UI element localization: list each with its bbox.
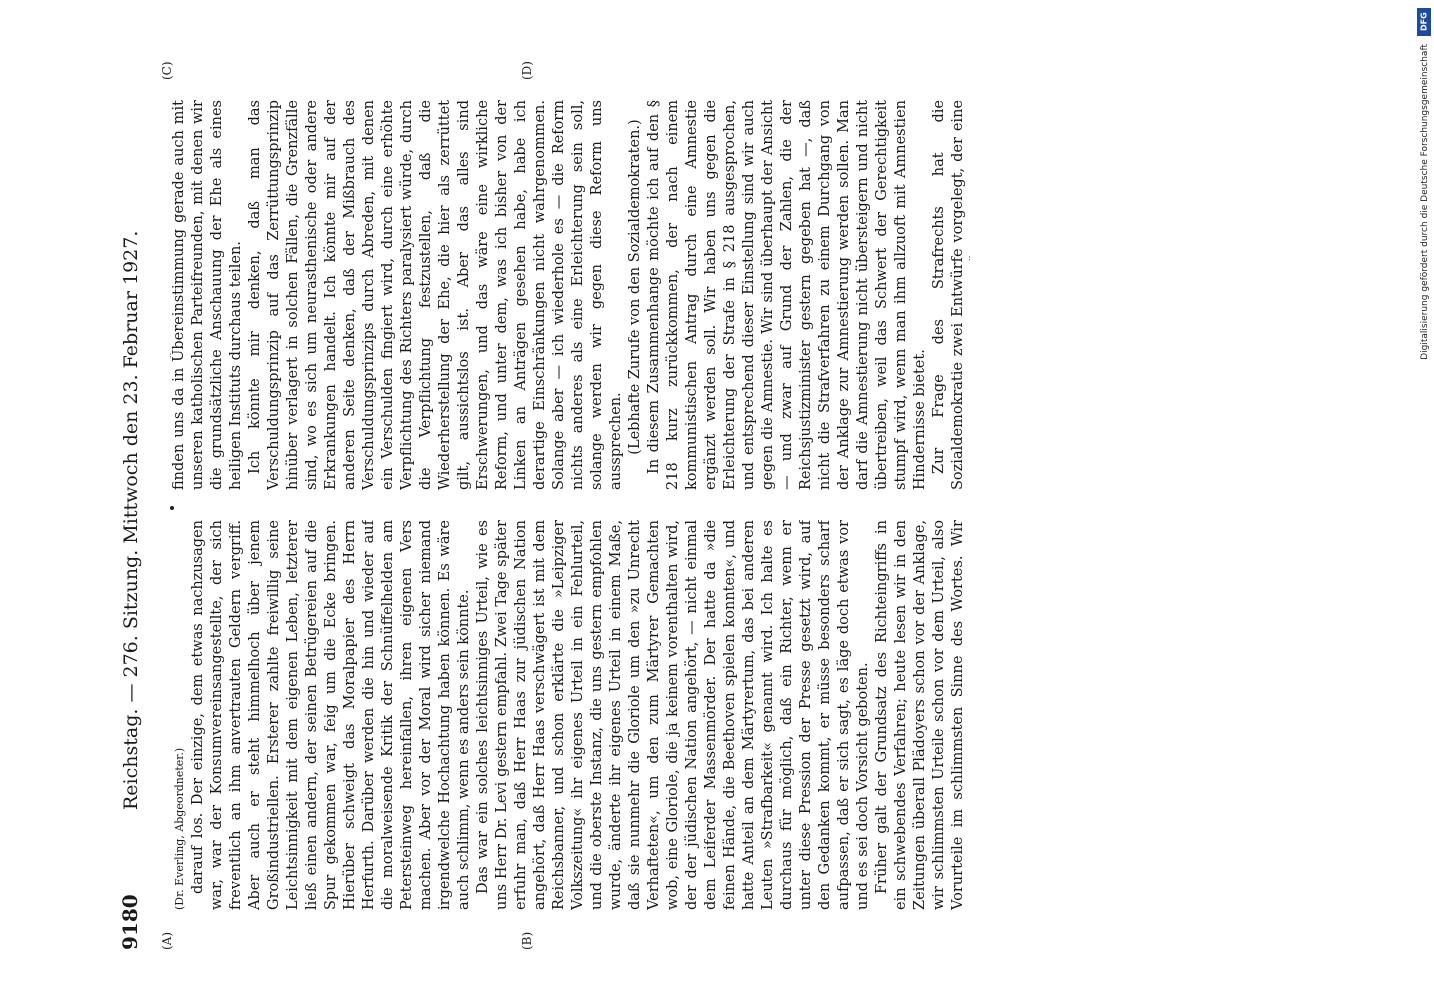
right-paragraph: Zur Frage des Strafrechts hat die Sozialdemokratie zwei Entwürfe vorgelegt, der eine <box>931 100 966 490</box>
margin-letter-d: (D) <box>520 61 534 80</box>
margin-letter-b: (B) <box>520 931 534 950</box>
page-header <box>110 50 150 950</box>
column-divider-dot <box>170 506 174 510</box>
left-paragraph: Das war ein solches leichtsinniges Urteil, wie es uns Herr Dr. Levi gestern empfahl. Zwei Tage später erfuhr man, daß Herr Haas zur jüdischen Nation angehört, daß Herr Haas verschwägert ist mit dem Reichsbanner, und schon erklärte die »Leipziger Volkszeitung« ihr eigenes Urteil in ein Fehlurteil, und die oberste Instanz, die uns gestern empfohlen wurde, änderte ihr eigenes Urteil in einem Maße, daß sie nunmehr die Gloriole um den »zu Unrecht Verhafteten«, um den zum Märtyrer Gemachten wob, eine Gloriole, die ja keinem vorenthalten wird, der der jüdischen Nation angehört, — nicht einmal dem Leiferder Massenmörder. Der hatte da »die feinen Hände, die Beethoven spielen konnten«, und hatte Anteil an dem Märtyrertum, das bei anderen Leuten »Strafbarkeit« genannt wird. Ich halte es durchaus für möglich, daß ein Richter, wenn er unter diese Pression der Presse gesetzt wird, auf den Gedanken kommt, er müsse besonders scharf aufpassen, daß er sich sagt, es läge doch etwas vor und es sei doch Vorsicht geboten. <box>475 520 871 910</box>
credit-text: Digitalisierung gefördert durch die Deutsche Forschungsgemeinschaft <box>1420 44 1430 360</box>
margin-letter-a: (A) <box>160 931 174 950</box>
dfg-logo: DFG <box>1417 8 1431 36</box>
scanned-page <box>80 50 1400 950</box>
page-title: Reichstag. — 276. Sitzung. Mittwoch den 23. Februar 1927. <box>120 230 142 810</box>
right-paragraph: In diesem Zusammenhange möchte ich auf den § 218 kurz zurückkommen, der nach einem kommunistischen Antrag durch eine Amnestie ergänzt werden soll. Wir haben uns gegen die Erleichterung der Strafe in § 218 ausgesprochen, und entsprechend dieser Einstellung sind wir auch gegen die Amnestie. Wir sind überhaupt der Ansicht — und zwar auf Grund der Zahlen, die der Reichsjustizminister gestern gegeben hat —, daß nicht die Strafverfahren zu einem Durchgang von der Anklage zur Amnestierung werden sollen. Man darf die Amnestierung nicht übersteigern und nicht übertreiben, weil das Schwert der Gerechtigkeit stumpf wird, wenn man ihm allzuoft mit Amnestien Hindernisse bietet. <box>646 100 928 490</box>
margin-letter-c: (C) <box>160 61 174 80</box>
left-paragraph: Früher galt der Grundsatz des Richteingriffs in ein schwebendes Verfahren; heute lesen wir in den Zeitungen überall Plädoyers schon vor der Anklage, wir schlimmsten Urteile schon vor dem Urteil, also Vorurteile im schlimmsten Sinne des Wortes. Wir <box>874 520 966 910</box>
funding-credit <box>1412 0 1434 1000</box>
left-paragraph: darauf los. Der einzige, dem etwas nachzusagen war, war der Konsumvereinsangestellte, der sich freventlich an ihm anvertrauten Geldern vergriff. Aber auch er steht himmelhoch über jenem Großindustriellen. Ersterer zahlte freiwillig seine Leichtsinnigkeit mit dem eigenen Leben, letzterer ließ einen andern, der seinen Betrügereien auf die Spur gekommen war, feig um die Ecke bringen. Hierüber schweigt das Moralpapier des Herrn Herfurth. Darüber werden die hin und wieder auf die moralweisende Kritik der Schnüffelhelden am Petersteinweg hereinfallen, ihren eigenen Vers machen. Aber vor der Moral wird sicher niemand irgendwelche Hochachtung haben können. Es wäre auch schlimm, wenn es anders sein könnte. <box>190 520 472 910</box>
speaker-prefix: (Dr. Everling, Abgeordneter.) <box>173 747 186 910</box>
right-paragraph: finden uns da in Übereinstimmung gerade auch mit unseren katholischen Parteifreunden, mit denen wir die grundsätzliche Anschauung der Ehe als eines heiligen Instituts durchaus teilen. <box>171 100 244 490</box>
left-column <box>170 520 970 910</box>
page-number: 9180 <box>118 894 142 950</box>
interjection: (Lebhafte Zurufe von den Sozialdemokraten.) <box>627 119 643 455</box>
right-paragraph: Ich könnte mir denken, daß man das Verschuldungsprinzip auf das Zerrüttungsprinzip hinüber verlagert in solchen Fällen, die Grenzfälle sind, wo es sich um neurasthenische oder andere Erkrankungen handelt. Ich könnte mir auf der anderen Seite denken, daß der Mißbrauch des Verschuldungsprinzips durch Abreden, mit denen ein Verschulden fingiert wird, durch eine erhöhte Verpflichtung des Richters paralysiert würde, durch die Verpflichtung festzustellen, daß die Wiederherstellung der Ehe, die hier als zerrüttet gilt, aussichtslos ist. Aber das alles sind Erschwerungen, und das wäre eine wirkliche Reform, und unter dem, was ich bisher von der Linken an Anträgen gesehen habe, habe ich derartige Einschränkungen nicht wahrgenommen. Solange aber — ich wiederhole es — die Reform nichts anderes als eine Erleichterung sein soll, solange werden wir gegen diese Reform uns aussprechen. <box>247 100 624 490</box>
right-column <box>170 100 970 490</box>
